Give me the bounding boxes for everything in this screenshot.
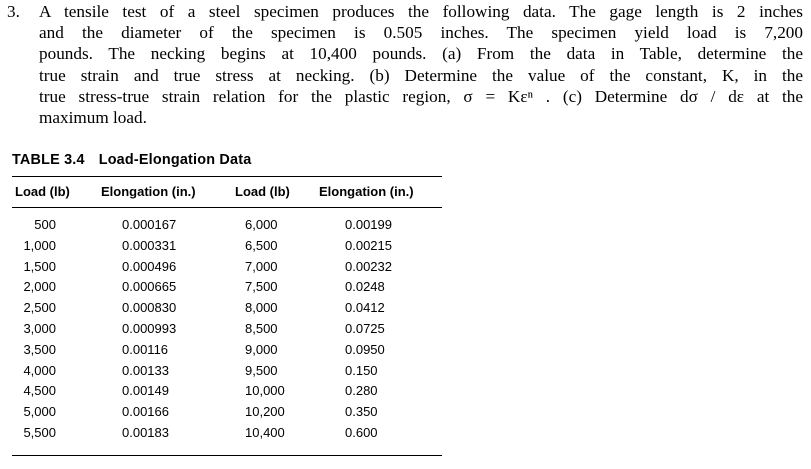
table-cell: 0.000665 [122,279,177,295]
table-cell: 0.000993 [122,320,177,336]
table-caption [12,152,251,168]
column-header-load-1: Load (lb) [15,184,70,199]
column-header-load-2: Load (lb) [235,184,290,199]
problem-number: 3. [7,2,20,21]
table-cell: 4,500 [23,383,56,399]
table-cell: 0.00215 [345,237,392,253]
table-cell: 10,200 [245,404,285,420]
table-title: Load-Elongation Data [98,152,252,168]
problem-body [39,1,803,128]
table-cell: 6,500 [245,237,278,253]
problem-line: maximum load. [39,108,147,128]
table-cell: 0.0950 [345,341,385,357]
table-label: TABLE 3.4 [12,152,85,168]
table-cell: 4,000 [23,362,56,378]
table-cell: 500 [34,217,56,232]
table-cell: 5,500 [23,424,56,440]
table-cell: 0.00133 [122,362,169,378]
table-cell: 0.600 [345,424,378,440]
table-cell: 8,000 [245,300,278,316]
table-cell: 0.00232 [345,258,392,274]
table-cell: 0.350 [345,404,378,420]
table-top-rule [12,176,442,177]
table-header-rule [12,207,442,208]
table-cell: 0.00166 [122,404,169,420]
column-header-elongation-2: Elongation (in.) [319,184,414,199]
table-cell: 0.280 [345,383,378,399]
table-cell: 0.0412 [345,300,385,316]
problem-line: A tensile test of a steel specimen produces the following data. The gage length is 2 inches [39,2,803,21]
table-cell: 0.150 [345,362,378,378]
table-cell: 0.000167 [122,217,177,232]
table-cell: 0.00149 [122,383,169,399]
column-elongation-1 [122,215,176,444]
table-cell: 7,500 [245,279,278,295]
table-cell: 3,500 [23,341,56,357]
table-cell: 0.000331 [122,237,177,253]
problem-line: true stress-true strain relation for the plastic region, σ = Kεⁿ . (c) Determine dσ / dε at the [39,86,803,106]
table-cell: 5,000 [23,404,56,420]
column-load-1 [14,215,56,444]
table-cell: 1,000 [23,237,56,253]
table-cell: 9,500 [245,362,278,378]
table-cell: 6,000 [245,217,278,232]
table-cell: 8,500 [245,320,278,336]
table-cell: 0.0248 [345,279,385,295]
table-cell: 3,000 [23,320,56,336]
table-cell: 10,000 [245,383,285,399]
table-bottom-rule [12,455,442,456]
table-cell: 0.000830 [122,300,177,316]
table-cell: 9,000 [245,341,278,357]
table-cell: 2,500 [23,300,56,316]
column-elongation-2 [345,215,392,444]
table-cell: 0.0725 [345,320,385,336]
table-cell: 0.00199 [345,217,392,232]
table-cell: 2,000 [23,279,56,295]
table-cell: 0.00183 [122,424,169,440]
column-load-2 [245,215,285,444]
table-cell: 1,500 [23,258,56,274]
problem-line: and the diameter of the specimen is 0.505 inches. The specimen yield load is 7,200 [39,23,803,43]
table-cell: 0.000496 [122,258,177,274]
problem-line: true strain and true stress at necking. (b) Determine the value of the constant, K, in the [39,65,803,85]
table-cell: 7,000 [245,258,278,274]
column-header-elongation-1: Elongation (in.) [101,184,196,199]
problem-line: pounds. The necking begins at 10,400 pounds. (a) From the data in Table, determine the [39,44,803,64]
table-cell: 0.00116 [122,341,169,357]
table-cell: 10,400 [245,424,285,440]
